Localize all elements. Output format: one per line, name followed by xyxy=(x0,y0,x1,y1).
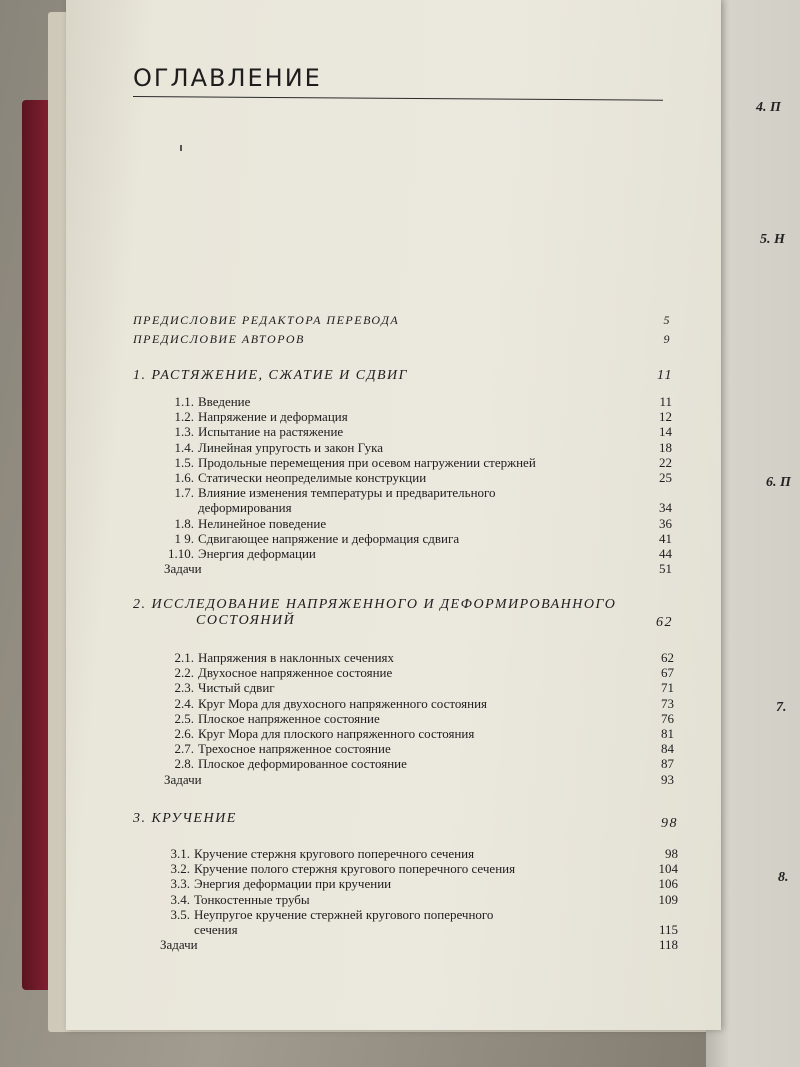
chapter-page: 98 xyxy=(661,816,678,831)
section-page: 44 xyxy=(659,546,672,561)
section-label: Линейная упругость и закон Гука xyxy=(198,439,384,455)
section-page: 98 xyxy=(665,846,678,861)
section-number: 3.1. xyxy=(170,846,190,861)
section-page: 62 xyxy=(661,650,674,665)
entry-page: 5 xyxy=(663,313,671,327)
toc-section-entry xyxy=(164,665,674,681)
toc-front-entry xyxy=(133,332,671,347)
ink-mark xyxy=(180,145,182,151)
section-label: Кручение стержня кругового поперечного сечения xyxy=(194,846,475,861)
toc-section-entry-cont xyxy=(198,500,672,516)
section-page: 93 xyxy=(661,771,674,787)
facing-page-entry: 7. xyxy=(776,700,787,715)
section-page: 71 xyxy=(661,680,674,696)
section-label: Двухосное напряженное состояние xyxy=(198,665,393,681)
section-number: 3.5. xyxy=(170,906,190,922)
chapter-page: 11 xyxy=(657,368,673,383)
section-page: 109 xyxy=(658,891,678,907)
toc-section-entry xyxy=(164,741,674,757)
toc-section-entry xyxy=(164,470,672,486)
section-page: 106 xyxy=(658,876,678,892)
section-number: 1.6. xyxy=(174,470,194,485)
section-label: Круг Мора для плоского напряженного состояния xyxy=(198,726,475,741)
section-page: 81 xyxy=(661,726,674,741)
section-page: 18 xyxy=(659,439,672,455)
toc-section-entry xyxy=(164,409,672,425)
chapter-heading xyxy=(133,811,678,831)
section-page: 115 xyxy=(658,922,678,937)
facing-page-entry: 6. П xyxy=(766,475,791,490)
chapter-heading-cont xyxy=(196,613,673,629)
section-label: Влияние изменения температуры и предварительного xyxy=(198,485,496,501)
section-number: 3.4. xyxy=(170,891,190,907)
section-number: 3.2. xyxy=(170,861,190,877)
section-number: 2.5. xyxy=(174,710,194,726)
toc-section-entry xyxy=(164,424,672,440)
section-label: Задачи xyxy=(164,561,202,577)
toc-front-entry xyxy=(133,313,671,328)
section-label: Энергия деформации xyxy=(198,546,316,561)
section-label: Нелинейное поведение xyxy=(198,515,327,531)
section-number: 2.3. xyxy=(174,680,194,696)
toc-section-entry xyxy=(164,756,674,772)
chapter-heading xyxy=(133,368,673,384)
section-number: 1.8. xyxy=(174,515,194,531)
section-label: Трехосное напряженное состояние xyxy=(198,741,391,757)
section-number: 2.4. xyxy=(174,695,194,711)
section-number: 1.4. xyxy=(174,439,194,455)
section-page: 14 xyxy=(659,424,672,440)
section-label-line2: сечения xyxy=(194,922,238,937)
section-label: Испытание на растяжение xyxy=(198,424,344,440)
section-number: 1.3. xyxy=(174,424,194,440)
section-page: 76 xyxy=(661,710,674,726)
section-page: 22 xyxy=(659,454,672,470)
section-label-line2: деформирования xyxy=(198,500,292,516)
chapter-page: 62 xyxy=(656,615,673,630)
section-label: Неупругое кручение стержней кругового поперечного xyxy=(194,906,494,922)
section-number: 2.7. xyxy=(174,741,194,757)
section-page: 12 xyxy=(659,409,672,425)
toc-section-entry xyxy=(164,546,672,562)
section-number: 1.1. xyxy=(174,394,194,409)
chapter-title: 2. ИССЛЕДОВАНИЕ НАПРЯЖЕННОГО И ДЕФОРМИРОВАННОГО xyxy=(133,597,617,612)
section-label: Сдвигающее напряжение и деформация сдвига xyxy=(198,530,460,546)
section-label: Задачи xyxy=(164,771,202,787)
section-page: 41 xyxy=(659,530,672,546)
section-label: Напряжения в наклонных сечениях xyxy=(198,650,395,665)
toc-section-entry xyxy=(164,516,672,532)
section-label: Продольные перемещения при осевом нагружении стержней xyxy=(198,454,536,470)
section-number: 1.7. xyxy=(174,485,194,501)
section-label: Плоское деформированное состояние xyxy=(198,756,407,772)
toc-section-entry xyxy=(164,726,674,742)
section-page: 51 xyxy=(659,561,672,577)
toc-section-entry xyxy=(164,485,672,501)
toc-section-entry xyxy=(164,650,674,666)
toc-section-entry xyxy=(160,846,678,862)
section-number: 2.6. xyxy=(174,726,194,741)
section-number: 1.10. xyxy=(168,546,194,561)
section-number: 2.2. xyxy=(174,665,194,681)
section-page: 34 xyxy=(659,500,672,516)
section-page: 87 xyxy=(661,756,674,772)
section-label: Круг Мора для двухосного напряженного состояния xyxy=(198,695,488,711)
section-number: 3.3. xyxy=(170,876,190,892)
section-number: 2.1. xyxy=(174,650,194,665)
section-label: Кручение полого стержня кругового поперечного сечения xyxy=(194,861,516,877)
facing-page-entry: 5. Н xyxy=(760,232,785,247)
section-label: Задачи xyxy=(160,937,198,953)
section-label: Энергия деформации при кручении xyxy=(194,876,392,892)
chapter-title-line2: СОСТОЯНИЙ xyxy=(196,613,296,628)
facing-page-entry: 4. П xyxy=(756,100,781,115)
chapter-title: 3. КРУЧЕНИЕ xyxy=(133,811,237,826)
toc-problems-entry xyxy=(164,772,674,788)
toc-section-entry-cont xyxy=(194,922,678,938)
toc-section-entry xyxy=(164,696,674,712)
facing-page-entry: 8. xyxy=(778,870,789,885)
toc-section-entry xyxy=(160,892,678,908)
toc-problems-entry xyxy=(160,937,678,953)
toc-section-entry xyxy=(160,907,678,923)
section-page: 25 xyxy=(659,470,672,485)
chapter-title: 1. РАСТЯЖЕНИЕ, СЖАТИЕ И СДВИГ xyxy=(133,368,409,383)
entry-page: 9 xyxy=(663,332,671,346)
section-page: 104 xyxy=(658,861,678,877)
section-page: 118 xyxy=(658,937,678,953)
toc-problems-entry xyxy=(164,561,672,577)
toc-title: ОГЛАВЛЕНИЕ xyxy=(133,64,322,92)
toc-section-entry xyxy=(160,876,678,892)
section-page: 73 xyxy=(661,695,674,711)
section-label: Введение xyxy=(198,394,251,409)
section-number: 2.8. xyxy=(174,756,194,772)
section-label: Чистый сдвиг xyxy=(198,680,275,696)
toc-section-entry xyxy=(164,440,672,456)
toc-section-entry xyxy=(164,531,672,547)
section-label: Напряжение и деформация xyxy=(198,409,348,425)
section-label: Тонкостенные трубы xyxy=(194,891,310,907)
toc-section-entry xyxy=(164,711,674,727)
toc-section-entry xyxy=(164,455,672,471)
entry-label: ПРЕДИСЛОВИЕ АВТОРОВ xyxy=(133,332,305,346)
section-page: 84 xyxy=(661,741,674,757)
toc-section-entry xyxy=(164,394,672,410)
section-number: 1.2. xyxy=(174,409,194,425)
toc-section-entry xyxy=(164,680,674,696)
section-label: Плоское напряженное состояние xyxy=(198,710,380,726)
section-label: Статически неопределимые конструкции xyxy=(198,470,427,485)
section-page: 67 xyxy=(661,665,674,681)
section-number: 1.5. xyxy=(174,454,194,470)
section-page: 11 xyxy=(659,394,672,409)
section-page: 36 xyxy=(659,515,672,531)
chapter-heading xyxy=(133,597,673,613)
entry-label: ПРЕДИСЛОВИЕ РЕДАКТОРА ПЕРЕВОДА xyxy=(133,313,400,327)
section-number: 1 9. xyxy=(174,530,194,546)
toc-section-entry xyxy=(160,861,678,877)
